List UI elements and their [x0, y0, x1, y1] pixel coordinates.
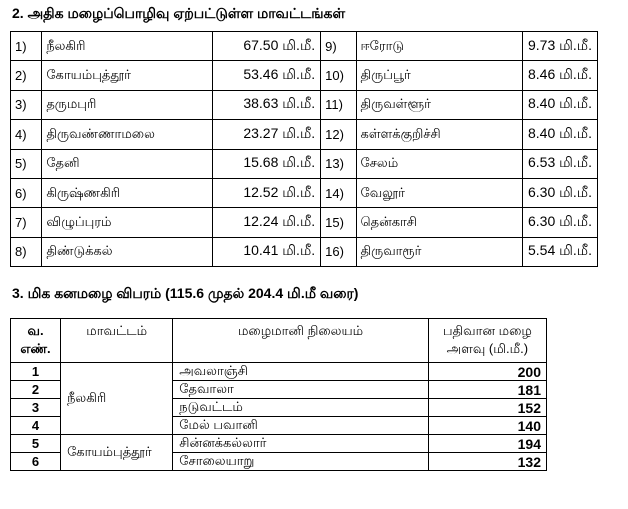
section-2-heading: 2. அதிக மழைப்பொழிவு ஏற்பட்டுள்ள மாவட்டங்கள் — [12, 5, 346, 21]
rainfall-amount: 181 — [428, 381, 546, 399]
rainfall-amount: 140 — [428, 417, 546, 435]
header-serial-line2: எண். — [20, 341, 51, 356]
district-name: சேலம் — [356, 149, 523, 178]
station-name: சின்னக்கல்லார் — [173, 435, 428, 453]
station-name: சோலையாறு — [173, 453, 428, 471]
rainfall-amount: 194 — [428, 435, 546, 453]
row-number: 8) — [11, 237, 42, 266]
rainfall-value: 12.24 மி.மீ. — [213, 208, 321, 237]
header-serial-line1: வ. — [27, 323, 44, 338]
row-number: 7) — [11, 208, 42, 237]
district-cell: கோயம்புத்தூர் — [61, 435, 173, 471]
district-name: வேலூர் — [356, 178, 523, 207]
row-number: 14) — [321, 178, 356, 207]
table-row — [11, 363, 547, 381]
table-row — [11, 120, 598, 149]
header-rainfall-line2: அளவு (மி.மீ.) — [446, 341, 529, 356]
row-number: 10) — [321, 61, 356, 90]
row-number: 13) — [321, 149, 356, 178]
district-name: திண்டுக்கல் — [42, 237, 213, 266]
serial-number: 4 — [11, 417, 61, 435]
station-name: நடுவட்டம் — [173, 399, 428, 417]
rainfall-value: 10.41 மி.மீ. — [213, 237, 321, 266]
row-number: 15) — [321, 208, 356, 237]
header-serial-number — [11, 319, 61, 363]
table-row — [11, 208, 598, 237]
header-rainfall-line1: பதிவான மழை — [442, 323, 532, 338]
row-number: 6) — [11, 178, 42, 207]
row-number: 1) — [11, 32, 42, 61]
table-row — [11, 237, 598, 266]
table-row — [11, 178, 598, 207]
header-station-label: மழைமானி நிலையம் — [237, 323, 364, 338]
header-station — [173, 319, 428, 363]
district-name: தருமபுரி — [42, 90, 213, 119]
serial-number: 1 — [11, 363, 61, 381]
rainfall-value: 8.40 மி.மீ. — [523, 90, 598, 119]
station-name: தேவாலா — [173, 381, 428, 399]
district-cell: நீலகிரி — [61, 363, 173, 435]
row-number: 16) — [321, 237, 356, 266]
serial-number: 5 — [11, 435, 61, 453]
rainfall-value: 15.68 மி.மீ. — [213, 149, 321, 178]
row-number: 4) — [11, 120, 42, 149]
rainfall-value: 67.50 மி.மீ. — [213, 32, 321, 61]
district-name: திருவாரூர் — [356, 237, 523, 266]
rainfall-amount: 200 — [428, 363, 546, 381]
rainfall-value: 6.53 மி.மீ. — [523, 149, 598, 178]
rainfall-value: 6.30 மி.மீ. — [523, 178, 598, 207]
district-name: கள்ளக்குறிச்சி — [356, 120, 523, 149]
district-name: தென்காசி — [356, 208, 523, 237]
serial-number: 3 — [11, 399, 61, 417]
station-name: மேல் பவானி — [173, 417, 428, 435]
district-name: நீலகிரி — [42, 32, 213, 61]
header-district — [61, 319, 173, 363]
table-row — [11, 90, 598, 119]
rainfall-value: 5.54 மி.மீ. — [523, 237, 598, 266]
rainfall-value: 53.46 மி.மீ. — [213, 61, 321, 90]
district-name: கிருஷ்ணகிரி — [42, 178, 213, 207]
table-row — [11, 32, 598, 61]
very-heavy-rainfall-table — [10, 318, 547, 471]
rainfall-value: 23.27 மி.மீ. — [213, 120, 321, 149]
district-name: ஈரோடு — [356, 32, 523, 61]
row-number: 3) — [11, 90, 42, 119]
row-number: 5) — [11, 149, 42, 178]
rainfall-value: 6.30 மி.மீ. — [523, 208, 598, 237]
heavy-rainfall-districts-table — [10, 31, 598, 267]
row-number: 12) — [321, 120, 356, 149]
serial-number: 6 — [11, 453, 61, 471]
row-number: 9) — [321, 32, 356, 61]
rainfall-value: 8.40 மி.மீ. — [523, 120, 598, 149]
header-district-label: மாவட்டம் — [86, 323, 148, 338]
row-number: 11) — [321, 90, 356, 119]
section-3-heading: 3. மிக கனமழை விபரம் (115.6 முதல் 204.4 மி.மீ வரை) — [12, 285, 359, 301]
table-row — [11, 61, 598, 90]
district-name: தேனி — [42, 149, 213, 178]
table-header-row — [11, 319, 547, 363]
district-name: கோயம்புத்தூர் — [42, 61, 213, 90]
rainfall-value: 9.73 மி.மீ. — [523, 32, 598, 61]
table-row — [11, 435, 547, 453]
header-rainfall — [428, 319, 546, 363]
district-name: திருவள்ளூர் — [356, 90, 523, 119]
rainfall-value: 8.46 மி.மீ. — [523, 61, 598, 90]
district-name: திருவண்ணாமலை — [42, 120, 213, 149]
rainfall-amount: 132 — [428, 453, 546, 471]
rainfall-value: 12.52 மி.மீ. — [213, 178, 321, 207]
district-name: விழுப்புரம் — [42, 208, 213, 237]
row-number: 2) — [11, 61, 42, 90]
station-name: அவலாஞ்சி — [173, 363, 428, 381]
rainfall-value: 38.63 மி.மீ. — [213, 90, 321, 119]
serial-number: 2 — [11, 381, 61, 399]
table-row — [11, 149, 598, 178]
rainfall-amount: 152 — [428, 399, 546, 417]
district-name: திருப்பூர் — [356, 61, 523, 90]
